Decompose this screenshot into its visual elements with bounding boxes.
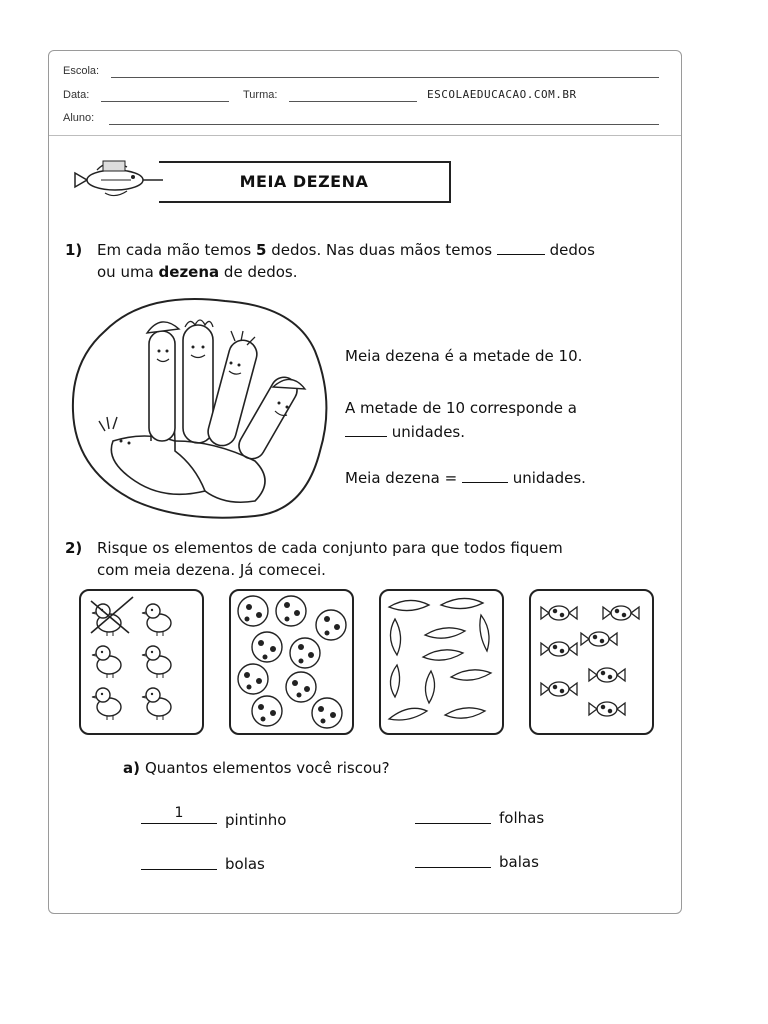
chick-icon [142,688,171,720]
date-field[interactable] [101,101,229,102]
candy-icon [589,668,625,682]
q2-line2: com meia dezena. Já comecei. [97,561,326,579]
fact-unidades-line [345,423,465,441]
fact-meia-dezena: Meia dezena é a metade de 10. [345,347,583,365]
ball-group [231,591,352,733]
school-field[interactable] [111,77,659,78]
candy-icon [541,606,577,620]
answer-label-bolas: bolas [225,855,265,873]
leaf-icon [425,628,465,638]
q1-line2 [97,263,297,281]
q2-line1: Risque os elementos de cada conjunto para que todos fiquem [97,539,563,557]
leaf-icon [425,671,434,703]
fact-unidades: unidades. [391,423,466,441]
ball-icon [316,610,346,640]
class-field[interactable] [289,101,417,102]
qa-label: a) [123,759,140,777]
ball-icon [276,596,306,626]
worksheet-header [49,51,681,136]
blank-meia-dezena[interactable] [462,481,508,483]
candy-icon [541,642,577,656]
q1-bold-5: 5 [256,241,267,259]
leaf-icon [390,619,400,655]
chick-icon [142,646,171,678]
q1-line2-b: de dedos. [219,263,298,281]
candy-group [531,591,652,733]
q1-text-c: dedos [544,241,595,259]
leaf-group [381,591,502,733]
leaf-icon [445,708,485,718]
answer-line-balas[interactable] [415,867,491,868]
leaf-icon [389,600,429,610]
set-balls[interactable] [229,589,354,735]
ball-icon [290,638,320,668]
fact-equation-a: Meia dezena = [345,469,462,487]
date-label: Data: [63,89,90,101]
set-leaves[interactable] [379,589,504,735]
hand-illustration [65,291,335,523]
leaf-icon [480,615,489,651]
set-chicks[interactable] [79,589,204,735]
worksheet-page [48,50,682,914]
candy-icon [541,682,577,696]
q1-blank-dedos[interactable] [497,253,545,255]
q1-text-b: dedos. Nas duas mãos temos [266,241,497,259]
fish-icon [69,155,165,205]
q1-line1 [97,241,595,259]
q1-text-a: Em cada mão temos [97,241,257,259]
answer-line-bolas[interactable] [141,869,217,870]
answer-label-balas: balas [499,853,539,871]
fact-equation-b: unidades. [507,469,586,487]
blank-metade[interactable] [345,435,387,437]
ball-icon [312,698,342,728]
chick-icon [92,646,121,678]
page-title: MEIA DEZENA [159,161,451,203]
student-label: Aluno: [63,112,95,124]
answer-value-pintinho: 1 [174,805,184,821]
school-label: Escola: [63,65,100,77]
chick-icon [142,604,171,636]
chick-icon [92,688,121,720]
candy-icon [589,702,625,716]
ball-icon [238,664,268,694]
q1-line2-a: ou uma [97,263,159,281]
ball-icon [238,596,268,626]
answer-line-pintinho[interactable] [141,823,217,824]
candy-icon [603,606,639,620]
chick-group [81,591,202,733]
qa-question: Quantos elementos você riscou? [145,759,390,777]
student-field[interactable] [109,124,659,125]
q1-bold-dezena: dezena [158,263,220,281]
answer-label-pintinho: pintinho [225,811,287,829]
leaf-icon [390,665,399,697]
candy-icon [581,632,617,646]
leaf-icon [451,670,491,680]
fact-equation [345,469,586,487]
site-name: ESCOLAEDUCACAO.COM.BR [427,88,577,101]
answer-line-folhas[interactable] [415,823,491,824]
leaf-icon [389,708,427,720]
fact-metade: A metade de 10 corresponde a [345,399,577,417]
ball-icon [286,672,316,702]
class-label: Turma: [243,89,278,101]
leaf-icon [423,650,463,660]
ball-icon [252,696,282,726]
leaf-icon [441,598,483,608]
q1-number: 1) [65,241,83,259]
answer-label-folhas: folhas [499,809,545,827]
set-candies[interactable] [529,589,654,735]
q2-number: 2) [65,539,83,557]
